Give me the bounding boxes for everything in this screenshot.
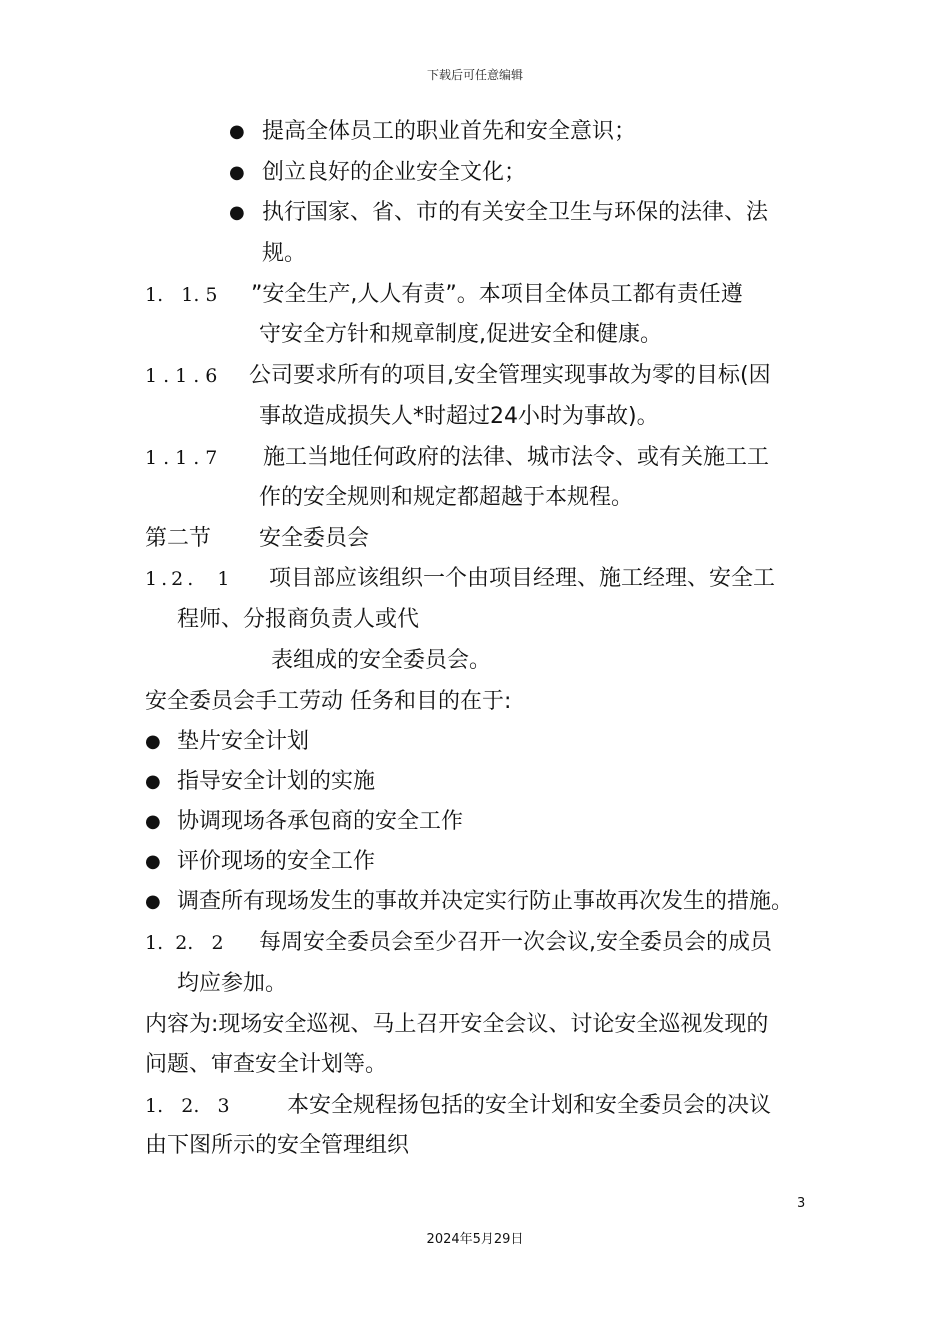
bullet-item: 指导安全计划的实施 [177, 769, 376, 794]
clause-text: 公司要求所有的项目,安全管理实现事故为零的目标(因 [249, 363, 771, 388]
bullet-dot-icon: ● [145, 731, 161, 752]
section-title: 安全委员会 [259, 526, 370, 551]
bullet-dot-icon: ● [145, 771, 161, 792]
footer-date: 2024年5月29日 [426, 1232, 524, 1247]
bullet-item: 提高全体员工的职业首先和安全意识； [262, 119, 637, 144]
paragraph: 问题、审查安全计划等。 [145, 1052, 388, 1077]
clause-text: 由下图所示的安全管理组织 [145, 1133, 410, 1158]
clause-number: 1. 2. 2 [145, 932, 224, 954]
bullet-dot-icon: ● [229, 202, 245, 223]
bullet-dot-icon: ● [229, 121, 245, 142]
paragraph: 内容为:现场安全巡视、马上召开安全会议、讨论安全巡视发现的 [145, 1012, 769, 1037]
paragraph: 安全委员会手工劳动 任务和目的在于: [145, 689, 512, 714]
bullet-dot-icon: ● [145, 851, 161, 872]
bullet-item: 创立良好的企业安全文化； [262, 160, 527, 185]
bullet-item: 评价现场的安全工作 [177, 849, 376, 874]
page-number: 3 [797, 1196, 806, 1211]
clause-text: 本安全规程扬包括的安全计划和安全委员会的决议 [287, 1093, 772, 1118]
bullet-dot-icon: ● [145, 891, 161, 912]
clause-number: 1. 1. 5 [145, 284, 218, 306]
clause-text: 项目部应该组织一个由项目经理、施工经理、安全工 [269, 566, 776, 591]
clause-number: 1.1.6 [145, 365, 224, 387]
clause-text: 施工当地任何政府的法律、城市法令、或有关施工工 [263, 445, 770, 470]
section-label: 第二节 [145, 526, 212, 551]
bullet-item: 垫片安全计划 [177, 729, 310, 754]
clause-text: 守安全方针和规章制度,促进安全和健康。 [259, 322, 662, 347]
page-header: 下载后可任意编辑 [426, 68, 523, 82]
bullet-dot-icon: ● [145, 811, 161, 832]
clause-text: 均应参加。 [177, 971, 288, 996]
bullet-item: 执行国家、省、市的有关安全卫生与环保的法律、法 [262, 200, 769, 225]
clause-text: 每周安全委员会至少召开一次会议,安全委员会的成员 [259, 930, 772, 955]
clause-text: ”安全生产,人人有责”。本项目全体员工都有责任遵 [251, 282, 743, 307]
clause-text: 事故造成损失人*时超过24小时为事故)。 [259, 404, 659, 429]
clause-number: 1.2. 1 [145, 568, 234, 590]
clause-number: 1.1.7 [145, 447, 224, 469]
bullet-item: 调查所有现场发生的事故并决定实行防止事故再次发生的措施。 [177, 889, 794, 914]
clause-text: 程师、分报商负责人或代 [177, 607, 420, 632]
clause-text: 作的安全规则和规定都超越于本规程。 [259, 485, 634, 510]
bullet-item: 协调现场各承包商的安全工作 [177, 809, 464, 834]
clause-text: 表组成的安全委员会。 [271, 648, 492, 673]
clause-number: 1. 2. 3 [145, 1095, 230, 1117]
bullet-dot-icon: ● [229, 162, 245, 183]
bullet-item-continuation: 规。 [262, 241, 307, 266]
